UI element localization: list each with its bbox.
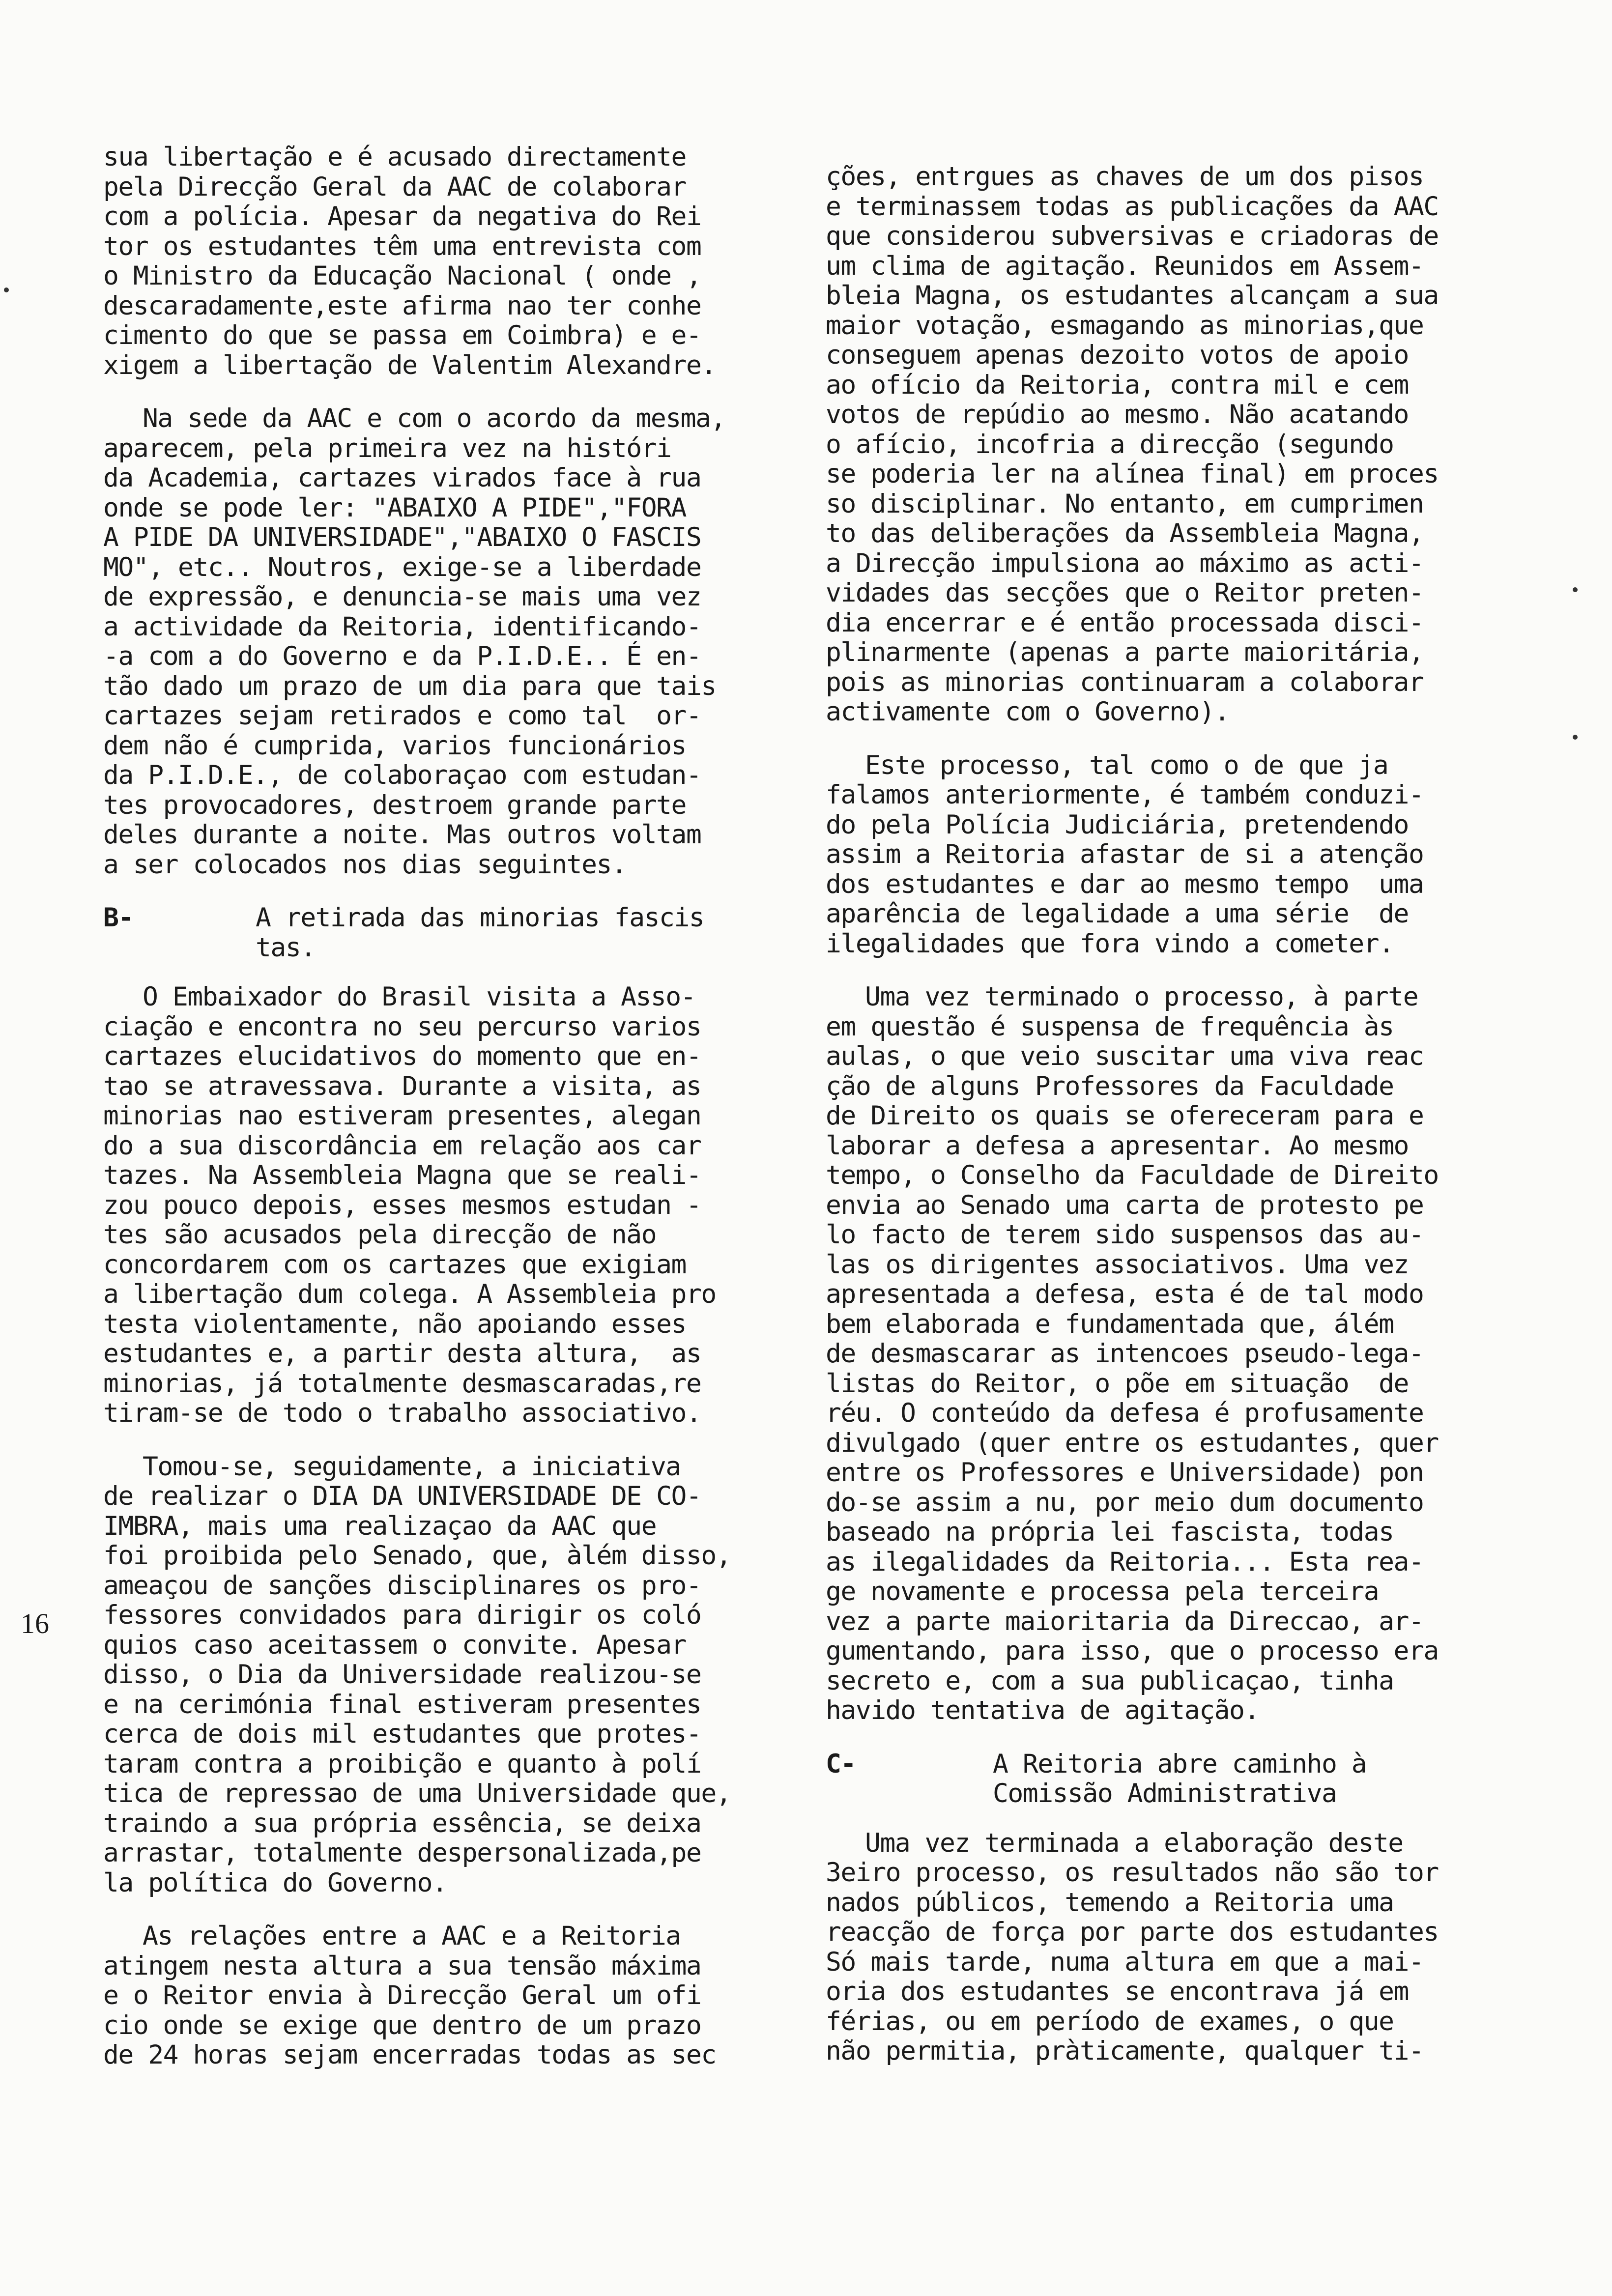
- text-line: Uma vez terminada a elaboração deste: [865, 1828, 1403, 1858]
- text-line: laborar a defesa a apresentar. Ao mesmo: [826, 1130, 1409, 1161]
- text-line: descaradamente,este afirma nao ter conhe: [103, 290, 701, 321]
- text-line: não permitia, pràticamente, qualquer ti-: [826, 2036, 1424, 2066]
- scan-speck: [4, 287, 9, 292]
- text-line: disso, o Dia da Universidade realizou-se: [103, 1660, 701, 1690]
- text-line: ilegalidades que fora vindo a cometer.: [826, 928, 1394, 959]
- text-line: Tomou-se, seguidamente, a iniciativa: [143, 1451, 681, 1482]
- text-line: O Embaixador do Brasil visita a Asso-: [143, 982, 696, 1012]
- text-line: da Academia, cartazes virados face à rua: [103, 463, 701, 493]
- text-line: da P.I.D.E., de colaboraçao com estudan-: [103, 760, 701, 790]
- text-line: do-se assim a nu, por meio dum documento: [826, 1487, 1424, 1518]
- text-line: o afício, incofria a direcção (segundo: [826, 429, 1394, 459]
- text-line: onde se pode ler: "ABAIXO A PIDE","FORA: [103, 492, 686, 523]
- text-line: cio onde se exige que dentro de um prazo: [103, 2010, 701, 2040]
- text-line: ge novamente e processa pela terceira: [826, 1577, 1379, 1607]
- text-line: a ser colocados nos dias seguintes.: [103, 849, 627, 880]
- text-line: dem não é cumprida, varios funcionários: [103, 730, 686, 761]
- text-line: falamos anteriormente, é também conduzi-: [826, 780, 1424, 810]
- text-line: taram contra a proibição e quanto à polí: [103, 1749, 701, 1779]
- text-line: foi proibida pelo Senado, que, àlém disso,: [103, 1541, 731, 1571]
- text-line: atingem nesta altura a sua tensão máxima: [103, 1951, 701, 1981]
- text-line: tazes. Na Assembleia Magna que se reali-: [103, 1160, 701, 1190]
- section-title-b: [256, 903, 704, 963]
- right-paragraph-2: [826, 751, 1484, 959]
- text-line: votos de repúdio ao mesmo. Não acatando: [826, 400, 1409, 430]
- text-line: tes são acusados pela direcção de não: [103, 1220, 657, 1250]
- text-line: Só mais tarde, numa altura em que a mai-: [826, 1947, 1424, 1977]
- text-line: se poderia ler na alínea final) em proces: [826, 459, 1439, 489]
- text-line: ao ofício da Reitoria, contra mil e cem: [826, 370, 1409, 400]
- text-line: las os dirigentes associativos. Uma vez: [826, 1249, 1409, 1280]
- section-heading-c: [826, 1750, 1484, 1809]
- text-line: de Direito os quais se ofereceram para e: [826, 1101, 1424, 1131]
- text-line: havido tentativa de agitação.: [826, 1695, 1259, 1725]
- text-line: reacção de força por parte dos estudantes: [826, 1917, 1439, 1947]
- text-line: de expressão, e denuncia-se mais uma vez: [103, 582, 701, 612]
- text-line: tica de repressao de uma Universidade que,: [103, 1779, 731, 1808]
- text-line: aulas, o que veio suscitar uma viva reac: [826, 1041, 1424, 1071]
- text-line: secreto e, com a sua publicaçao, tinha: [826, 1665, 1394, 1696]
- text-line: e terminassem todas as publicações da AAC: [826, 191, 1439, 222]
- text-line: tor os estudantes têm uma entrevista com: [103, 231, 701, 261]
- left-paragraph-2: [103, 404, 742, 880]
- text-line: aparecem, pela primeira vez na históri: [103, 433, 671, 463]
- text-line: dia encerrar e é então processada disci-: [826, 607, 1424, 638]
- text-line: envia ao Senado uma carta de protesto pe: [826, 1190, 1424, 1220]
- text-line: minorias nao estiveram presentes, alegan: [103, 1101, 701, 1131]
- text-line: testa violentamente, não apoiando esses: [103, 1309, 686, 1339]
- text-line: MO", etc.. Noutros, exige-se a liberdade: [103, 552, 701, 582]
- text-line: férias, ou em período de exames, o que: [826, 2006, 1394, 2037]
- text-line: tempo, o Conselho da Faculdade de Direito: [826, 1160, 1439, 1190]
- text-line: de realizar o DIA DA UNIVERSIDADE DE CO-: [103, 1481, 701, 1511]
- left-paragraph-3: [103, 982, 742, 1429]
- text-line: estudantes e, a partir desta altura, as: [103, 1339, 701, 1369]
- text-line: maior votação, esmagando as minorias,que: [826, 310, 1424, 341]
- text-line: um clima de agitação. Reunidos em Assem-: [826, 251, 1424, 281]
- text-line: bem elaborada e fundamentada que, álém: [826, 1309, 1394, 1339]
- left-column: [103, 143, 742, 2094]
- text-line: Uma vez terminado o processo, à parte: [865, 982, 1418, 1012]
- text-line: lo facto de terem sido suspensos das au-: [826, 1220, 1424, 1250]
- section-letter-c: C-: [826, 1749, 856, 1779]
- text-line: do pela Polícia Judiciária, pretendendo: [826, 809, 1409, 840]
- text-line: tao se atravessava. Durante a visita, as: [103, 1071, 701, 1101]
- text-line: IMBRA, mais uma realizaçao da AAC que: [103, 1511, 657, 1541]
- text-line: minorias, já totalmente desmascaradas,re: [103, 1368, 701, 1399]
- text-line: apresentada a defesa, esta é de tal modo: [826, 1279, 1424, 1309]
- text-line: a actividade da Reitoria, identificando-: [103, 611, 701, 642]
- left-paragraph-4: [103, 1452, 742, 1898]
- text-line: la política do Governo.: [103, 1867, 447, 1898]
- right-paragraph-4: [826, 1829, 1484, 2066]
- text-line: vez a parte maioritaria da Direccao, ar-: [826, 1606, 1424, 1636]
- text-line: quios caso aceitassem o convite. Apesar: [103, 1630, 686, 1660]
- text-line: assim a Reitoria afastar de si a atenção: [826, 839, 1424, 869]
- text-line: ciação e encontra no seu percurso varios: [103, 1011, 701, 1042]
- text-line: 3eiro processo, os resultados não são tor: [826, 1858, 1439, 1888]
- right-column: [826, 162, 1484, 2090]
- text-line: divulgado (quer entre os estudantes, quer: [826, 1428, 1439, 1458]
- scan-speck: [1573, 587, 1578, 592]
- text-line: fessores convidados para dirigir os coló: [103, 1600, 701, 1630]
- text-line: sua libertação e é acusado directamente: [103, 142, 686, 172]
- text-line: tão dado um prazo de um dia para que tais: [103, 671, 716, 701]
- text-line: de 24 horas sejam encerradas todas as sec: [103, 2040, 716, 2070]
- text-line: conseguem apenas dezoito votos de apoio: [826, 340, 1409, 370]
- text-line: activamente com o Governo).: [826, 697, 1230, 727]
- left-paragraph-5: [103, 1922, 742, 2070]
- text-line: em questão é suspensa de frequência às: [826, 1011, 1394, 1042]
- text-line: arrastar, totalmente despersonalizada,pe: [103, 1838, 701, 1868]
- text-line: deles durante a noite. Mas outros voltam: [103, 820, 701, 850]
- text-line: réu. O conteúdo da defesa é profusamente: [826, 1398, 1424, 1428]
- text-line: listas do Reitor, o põe em situação de: [826, 1368, 1409, 1399]
- text-line: entre os Professores e Universidade) pon: [826, 1458, 1424, 1488]
- text-line: e o Reitor envia à Direcção Geral um ofi: [103, 1980, 701, 2010]
- text-line: cimento do que se passa em Coimbra) e e-: [103, 320, 701, 350]
- right-paragraph-3: [826, 982, 1484, 1726]
- text-line: plinarmente (apenas a parte maioritária,: [826, 637, 1424, 667]
- scan-speck: [1573, 735, 1578, 740]
- text-line: zou pouco depois, esses mesmos estudan -: [103, 1190, 701, 1220]
- text-line: Este processo, tal como o de que ja: [865, 750, 1388, 780]
- right-paragraph-1: [826, 162, 1484, 727]
- text-line: xigem a libertação de Valentim Alexandre.: [103, 350, 716, 380]
- text-line: nados públicos, temendo a Reitoria uma: [826, 1887, 1394, 1918]
- text-line: pois as minorias continuaram a colaborar: [826, 667, 1424, 697]
- text-line: aparência de legalidade a uma série de: [826, 899, 1409, 929]
- text-line: tas.: [256, 932, 316, 963]
- text-line: Na sede da AAC e com o acordo da mesma,: [143, 403, 725, 433]
- section-heading-b: [103, 903, 742, 963]
- text-line: A Reitoria abre caminho à: [993, 1749, 1367, 1779]
- text-line: concordarem com os cartazes que exigiam: [103, 1249, 686, 1280]
- text-line: cartazes sejam retirados e como tal or-: [103, 701, 701, 731]
- text-line: dos estudantes e dar ao mesmo tempo uma: [826, 869, 1424, 899]
- text-line: A retirada das minorias fascis: [256, 903, 704, 933]
- text-line: e na cerimónia final estiveram presentes: [103, 1689, 701, 1720]
- text-line: que considerou subversivas e criadoras de: [826, 221, 1439, 251]
- text-line: oria dos estudantes se encontrava já em: [826, 1977, 1409, 2007]
- text-line: a Direcção impulsiona ao máximo as acti-: [826, 548, 1424, 578]
- text-line: pela Direcção Geral da AAC de colaborar: [103, 172, 686, 202]
- text-line: cartazes elucidativos do momento que en-: [103, 1041, 701, 1071]
- text-line: traindo a sua própria essência, se deixa: [103, 1808, 701, 1838]
- text-line: de desmascarar as intencoes pseudo-lega-: [826, 1339, 1424, 1369]
- text-line: gumentando, para isso, que o processo era: [826, 1636, 1439, 1666]
- text-line: tiram-se de todo o trabalho associativo.: [103, 1398, 701, 1428]
- text-line: ções, entrgues as chaves de um dos pisos: [826, 162, 1424, 192]
- text-line: tes provocadores, destroem grande parte: [103, 790, 686, 820]
- text-line: A PIDE DA UNIVERSIDADE","ABAIXO O FASCIS: [103, 522, 701, 552]
- text-line: to das deliberações da Assembleia Magna,: [826, 518, 1424, 548]
- left-paragraph-1: [103, 143, 742, 380]
- text-line: com a polícia. Apesar da negativa do Rei: [103, 201, 701, 231]
- text-line: cerca de dois mil estudantes que protes-: [103, 1719, 701, 1749]
- page-number: 16: [21, 1607, 49, 1639]
- text-line: do a sua discordância em relação aos car: [103, 1130, 701, 1161]
- text-line: o Ministro da Educação Nacional ( onde ,: [103, 261, 701, 291]
- text-line: Comissão Administrativa: [993, 1779, 1337, 1808]
- text-line: vidades das secções que o Reitor preten-: [826, 578, 1424, 608]
- section-letter-b: B-: [103, 903, 133, 933]
- text-line: as ilegalidades da Reitoria... Esta rea-: [826, 1547, 1424, 1577]
- text-line: ção de alguns Professores da Faculdade: [826, 1071, 1394, 1101]
- text-line: As relações entre a AAC e a Reitoria: [143, 1921, 681, 1951]
- text-line: -a com a do Governo e da P.I.D.E.. É en-: [103, 641, 701, 671]
- text-line: bleia Magna, os estudantes alcançam a sua: [826, 281, 1439, 311]
- text-line: a libertação dum colega. A Assembleia pro: [103, 1279, 716, 1309]
- text-line: ameaçou de sanções disciplinares os pro-: [103, 1570, 701, 1601]
- text-line: baseado na própria lei fascista, todas: [826, 1517, 1394, 1547]
- text-line: so disciplinar. No entanto, em cumprimen: [826, 488, 1424, 519]
- section-title-c: [993, 1750, 1366, 1809]
